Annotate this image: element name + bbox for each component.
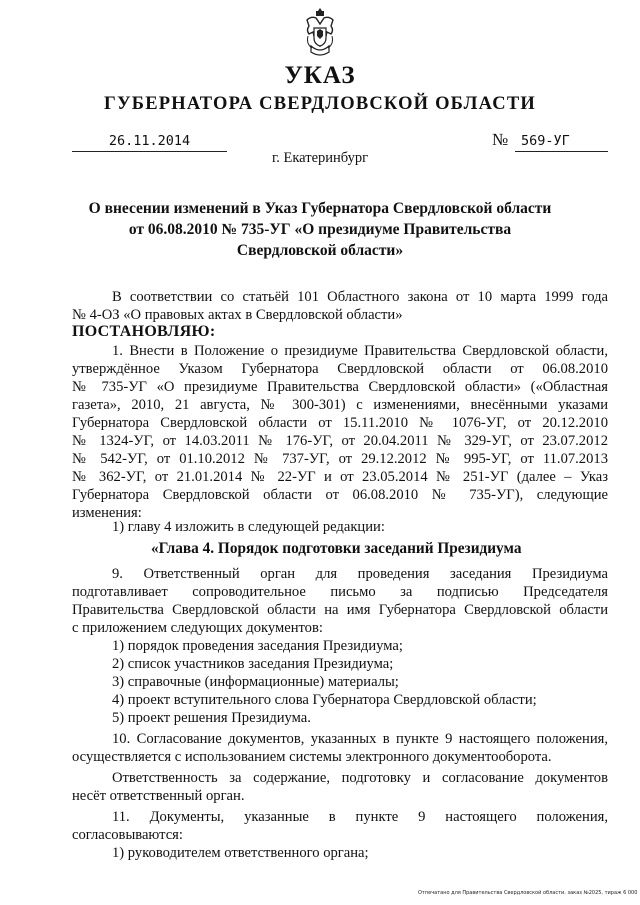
body-line: утверждённое Указом Губернатора Свердловской области от 06.08.2010 bbox=[72, 361, 608, 377]
document-title: УКАЗ bbox=[284, 62, 356, 89]
heading-line: Свердловской области» bbox=[236, 242, 404, 259]
print-footer-note: Отпечатано для Правительства Свердловской области. заказ №2025, тираж 6 000 bbox=[418, 890, 638, 896]
body-line: согласовываются: bbox=[72, 827, 183, 843]
body-line: № 4-ОЗ «О правовых актах в Свердловской области» bbox=[72, 307, 403, 323]
body-line: 9. Ответственный орган для проведения заседания Президиума bbox=[112, 566, 608, 582]
decree-number: 569-УГ bbox=[521, 133, 570, 149]
body-line: Губернатора Свердловской области от 06.08.2010 № 735-УГ), следующие bbox=[72, 487, 608, 503]
body-line: № 735-УГ «О президиуме Правительства Свердловской области» («Областная bbox=[72, 379, 608, 395]
heading-line: от 06.08.2010 № 735-УГ «О президиуме Правительства bbox=[128, 221, 512, 238]
list-item: 5) проект решения Президиума. bbox=[112, 710, 311, 726]
coat-of-arms-emblem bbox=[303, 6, 337, 58]
body-line: 1) главу 4 изложить в следующей редакции: bbox=[112, 519, 385, 535]
body-line: В соответствии со статьёй 101 Областного закона от 10 марта 1999 года bbox=[112, 289, 608, 305]
list-item: 4) проект вступительного слова Губернатора Свердловской области; bbox=[112, 692, 537, 708]
decree-heading bbox=[0, 198, 640, 261]
body-line: осуществляется с использованием системы электронного документооборота. bbox=[72, 749, 552, 765]
document-issuer: ГУБЕРНАТОРА СВЕРДЛОВСКОЙ ОБЛАСТИ bbox=[104, 94, 536, 114]
list-item: 2) список участников заседания Президиума; bbox=[112, 656, 394, 672]
list-item: 1) порядок проведения заседания Президиума; bbox=[112, 638, 403, 654]
body-line: с приложением следующих документов: bbox=[72, 620, 323, 636]
body-line: подготавливает сопроводительное письмо за подписью Председателя bbox=[72, 584, 608, 600]
list-item: 1) руководителем ответственного органа; bbox=[112, 845, 369, 861]
decree-keyword: ПОСТАНОВЛЯЮ: bbox=[72, 323, 216, 340]
body-line: Правительства Свердловской области на имя Губернатора Свердловской области bbox=[72, 602, 608, 618]
city-name: г. Екатеринбург bbox=[271, 150, 369, 166]
body-line: Ответственность за содержание, подготовку и согласование документов bbox=[112, 770, 608, 786]
heading-line: О внесении изменений в Указ Губернатора Свердловской области bbox=[88, 200, 552, 217]
body-line: газета», 2010, 21 августа, № 300-301) с изменениями, внесёнными указами bbox=[72, 397, 608, 413]
body-line: Губернатора Свердловской области от 15.11.2010 № 1076-УГ, от 20.12.2010 bbox=[72, 415, 608, 431]
body-line: 11. Документы, указанные в пункте 9 настоящего положения, bbox=[112, 809, 608, 825]
body-line: изменения: bbox=[72, 505, 142, 521]
body-line: № 542-УГ, от 01.10.2012 № 737-УГ, от 29.12.2012 № 995-УГ, от 11.07.2013 bbox=[72, 451, 608, 467]
body-line: 1. Внести в Положение о президиуме Правительства Свердловской области, bbox=[112, 343, 608, 359]
list-item: 3) справочные (информационные) материалы; bbox=[112, 674, 399, 690]
body-line: № 362-УГ, от 21.01.2014 № 22-УГ и от 23.05.2014 № 251-УГ (далее – Указ bbox=[72, 469, 608, 485]
body-line: несёт ответственный орган. bbox=[72, 788, 245, 804]
chapter-heading: «Глава 4. Порядок подготовки заседаний Президиума bbox=[151, 540, 522, 557]
body-line: № 1324-УГ, от 14.03.2011 № 176-УГ, от 20.04.2011 № 329-УГ, от 23.07.2012 bbox=[72, 433, 608, 449]
body-line: 10. Согласование документов, указанных в пункте 9 настоящего положения, bbox=[112, 731, 608, 747]
decree-date: 26.11.2014 bbox=[108, 133, 191, 149]
number-sign: № bbox=[492, 130, 509, 149]
